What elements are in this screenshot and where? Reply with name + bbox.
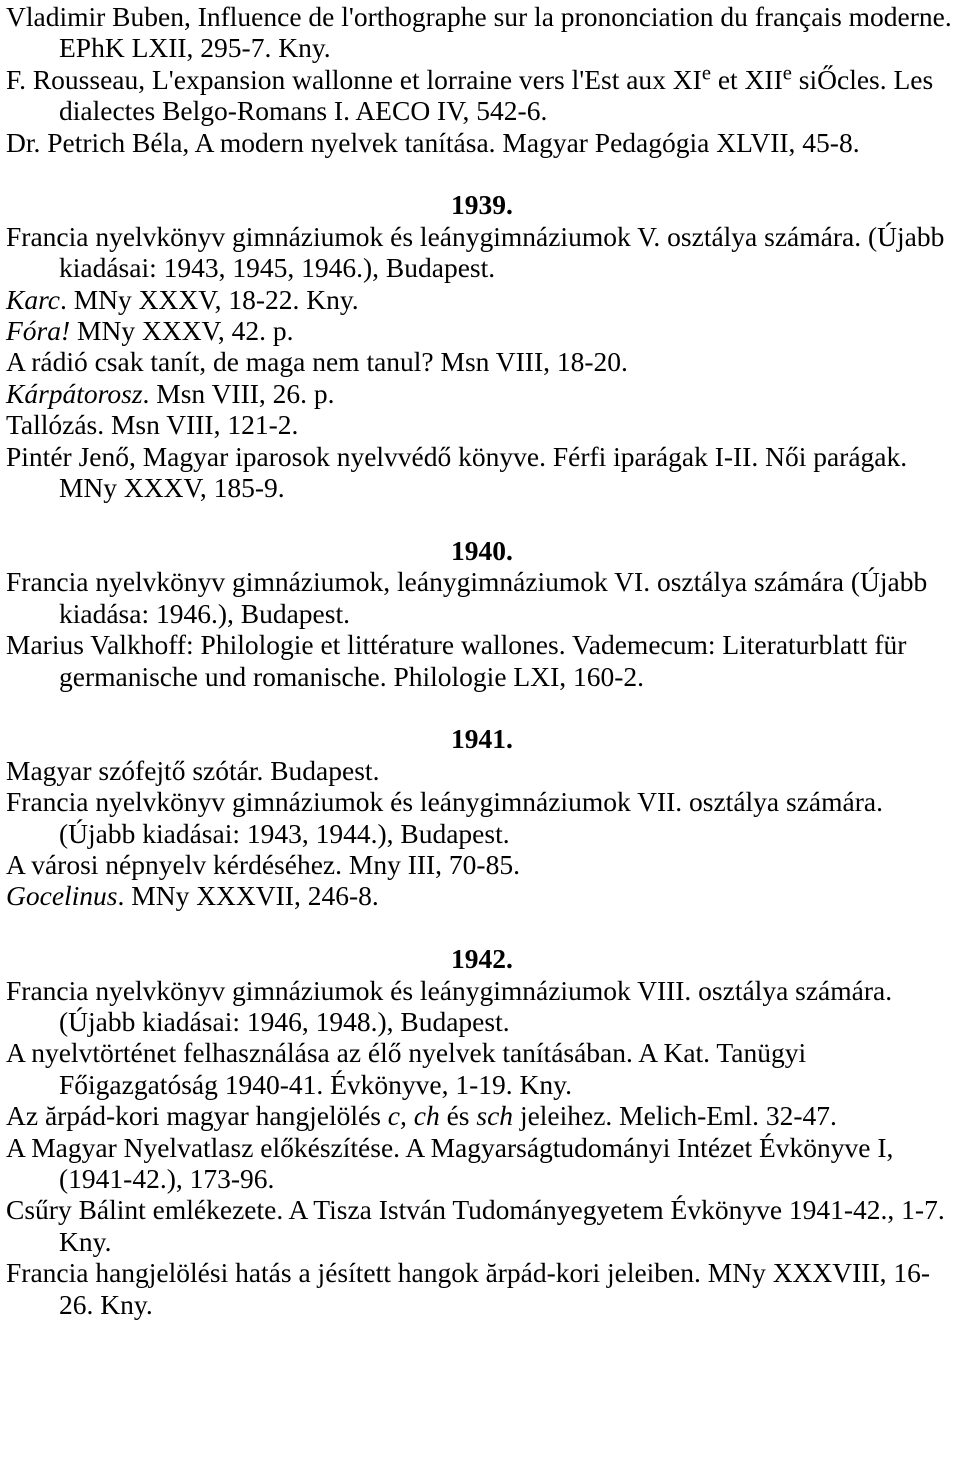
entry-text: et XII	[710, 63, 783, 95]
bib-entry: A nyelvtörténet felhasználása az élő nyelvek tanításában. A Kat. Tanügyi Főigazgatóság 1940-41. Évkönyve, 1-19. Kny.	[6, 1037, 814, 1100]
bib-entry	[6, 880, 956, 911]
italic-title: Gocelinus	[6, 880, 118, 912]
year-heading: 1940.	[451, 534, 513, 566]
bib-entry: Dr. Petrich Béla, A modern nyelvek tanítása. Magyar Pedagógia XLVII, 45-8.	[6, 126, 860, 158]
spacer	[6, 158, 956, 189]
bib-entry: Vladimir Buben, Influence de l'orthographe sur la prononciation du français moderne. EPhK LXII, 295-7. Kny.	[6, 1, 959, 64]
bib-entry	[6, 378, 956, 409]
bib-entry: Francia hangjelölési hatás a jésített hangok ărpád-kori jeleiben. MNy XXXVIII, 16-26. Kny.	[6, 1257, 931, 1320]
bibliography-page	[6, 0, 959, 1320]
bib-entry	[6, 64, 956, 127]
spacer	[6, 692, 956, 723]
superscript: e	[782, 62, 792, 85]
spacer	[6, 912, 956, 943]
bib-entry	[6, 1100, 956, 1131]
entry-text: MNy XXXV, 42. p.	[70, 315, 294, 347]
spacer	[6, 503, 956, 534]
entry-text: jeleihez. Melich-Eml. 32-47.	[513, 1100, 837, 1132]
bib-entry: Marius Valkhoff: Philologie et littérature wallones. Vademecum: Literaturblatt für germanische und romanische. Philologie LXI, 160-2.	[6, 629, 914, 692]
italic-term: sch	[476, 1100, 514, 1132]
entry-text: F. Rousseau, L'expansion wallonne et lorraine vers l'Est aux XI	[6, 63, 702, 95]
italic-term: c, ch	[387, 1100, 440, 1132]
bib-entry	[6, 284, 956, 315]
superscript: e	[701, 62, 711, 85]
bib-entry: Francia nyelvkönyv gimnáziumok, leánygimnáziumok VI. osztálya számára (Újabb kiadása: 1946.), Budapest.	[6, 566, 935, 629]
bib-entry: Magyar szófejtő szótár. Budapest.	[6, 754, 380, 786]
entry-text: Az ărpád-kori magyar hangjelölés	[6, 1100, 388, 1132]
entry-text: . MNy XXXV, 18-22. Kny.	[59, 283, 359, 315]
italic-title: Karc	[6, 283, 60, 315]
bib-entry	[6, 315, 956, 346]
bib-entry: Francia nyelvkönyv gimnáziumok és leánygimnáziumok V. osztálya számára. (Újabb kiadásai: 1943, 1945, 1946.), Budapest.	[6, 220, 952, 284]
year-heading: 1939.	[451, 189, 513, 221]
bib-entry: Francia nyelvkönyv gimnáziumok és leánygimnáziumok VII. osztálya számára. (Újabb kiadásai: 1943, 1944.), Budapest.	[6, 786, 890, 849]
bib-entry: Pintér Jenő, Magyar iparosok nyelvvédő könyve. Férfi iparágak I-II. Női parágak. MNy XXXV, 185-9.	[6, 440, 914, 504]
bib-entry: A Magyar Nyelvatlasz előkészítése. A Magyarságtudományi Intézet Évkönyve I, (1941-42.), 173-96.	[6, 1131, 901, 1194]
italic-title: Fóra!	[6, 315, 71, 347]
year-heading: 1941.	[451, 723, 513, 755]
entry-text: és	[439, 1100, 477, 1132]
entry-text: . MNy XXXVII, 246-8.	[117, 880, 379, 912]
bib-entry: Csűry Bálint emlékezete. A Tisza István Tudományegyetem Évkönyve 1941-42., 1-7. Kny.	[6, 1194, 952, 1257]
bib-entry: Francia nyelvkönyv gimnáziumok és leánygimnáziumok VIII. osztálya számára. (Újabb kiadásai: 1946, 1948.), Budapest.	[6, 974, 899, 1037]
italic-title: Kárpátorosz	[6, 377, 143, 409]
year-heading: 1942.	[451, 943, 513, 975]
bib-entry: A rádió csak tanít, de maga nem tanul? Msn VIII, 18-20.	[6, 346, 628, 378]
entry-text: siŐcles. Les dialectes Belgo-Romans I. AECO IV, 542-6.	[59, 63, 941, 127]
bib-entry: A városi népnyelv kérdéséhez. Mny III, 70-85.	[6, 848, 520, 880]
entry-text: . Msn VIII, 26. p.	[142, 377, 335, 409]
bib-entry: Tallózás. Msn VIII, 121-2.	[6, 409, 299, 441]
